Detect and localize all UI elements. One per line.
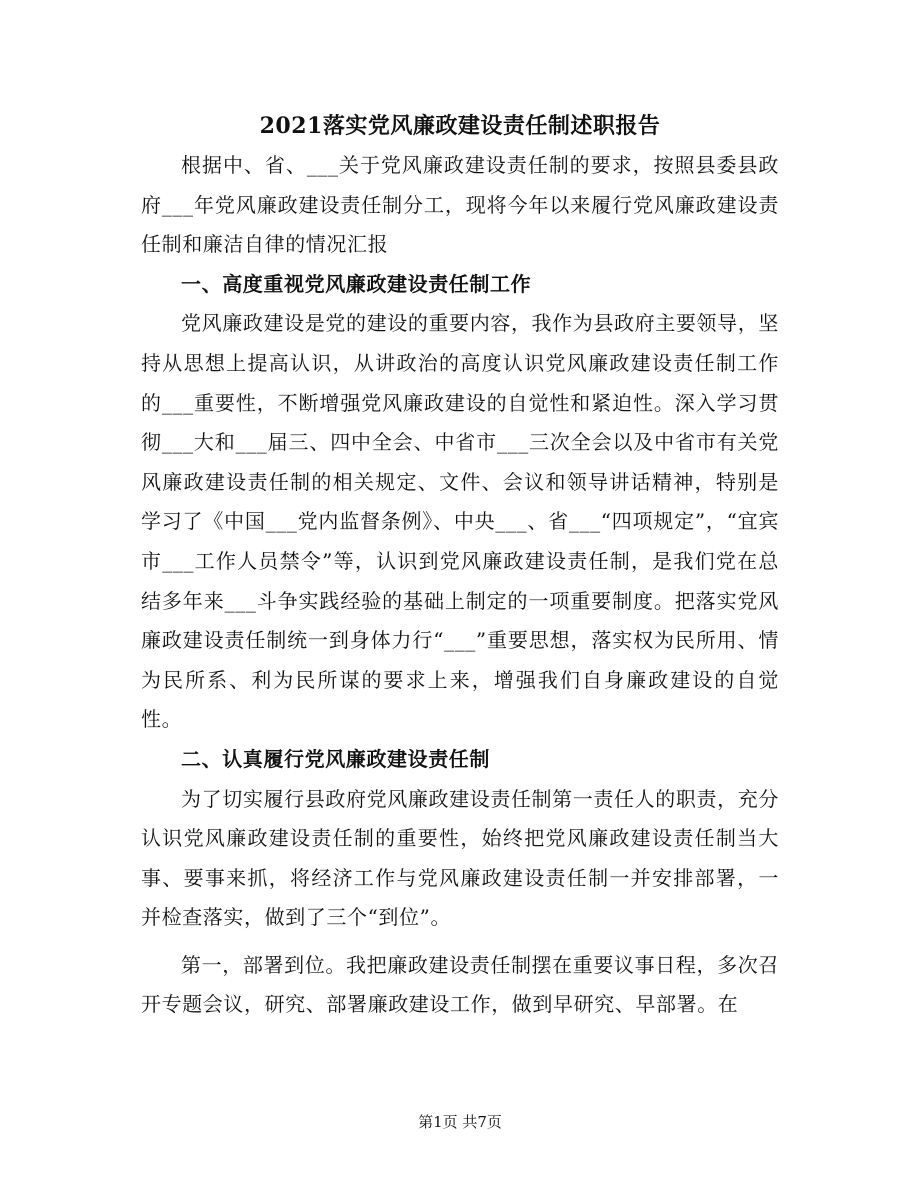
section-heading-2: 二、认真履行党风廉政建设责任制 (181, 746, 490, 771)
intro-paragraph: 根据中、省、___关于党风廉政建设责任制的要求，按照县委县政府___年党风廉政建设责任制分工，现将今年以来履行党风廉政建设责任制和廉洁自律的情况汇报 (141, 153, 779, 257)
page-number-footer: 第1页 共7页 (418, 1113, 502, 1131)
section-2-paragraph: 为了切实履行县政府党风廉政建设责任制第一责任人的职责，充分认识党风廉政建设责任制的重要性，始终把党风廉政建设责任制当大事、要事来抓，将经济工作与党风廉政建设责任制一并安排部署，一并检查落实，做到了三个“到位”。 (141, 786, 779, 930)
document-title: 2021落实党风廉政建设责任制述职报告 (259, 113, 661, 139)
section-1-paragraph: 党风廉政建设是党的建设的重要内容，我作为县政府主要领导，坚持从思想上提高认识，从讲政治的高度认识党风廉政建设责任制工作的___重要性，不断增强党风廉政建设的自觉性和紧迫性。深入学习贯彻___大和___届三、四中全会、中省市___三次全会以及中省市有关党风廉政建设责任制的相关规定、文件、会议和领导讲话精神，特别是学习了《中国___党内监督条例》、中央___、省___“四项规定”，“宜宾市___工作人员禁令”等，认识到党风廉政建设责任制，是我们党在总结多年来___斗争实践经验的基础上制定的一项重要制度。把落实党风廉政建设责任制统一到身体力行“___”重要思想，落实权为民所用、情为民所系、利为民所谋的要求上来，增强我们自身廉政建设的自觉性。 (141, 311, 779, 732)
point-1-paragraph: 第一，部署到位。我把廉政建设责任制摆在重要议事日程，多次召开专题会议，研究、部署廉政建设工作，做到早研究、早部署。在 (141, 952, 779, 1017)
section-heading-1: 一、高度重视党风廉政建设责任制工作 (181, 271, 532, 296)
document-body (141, 146, 779, 1025)
